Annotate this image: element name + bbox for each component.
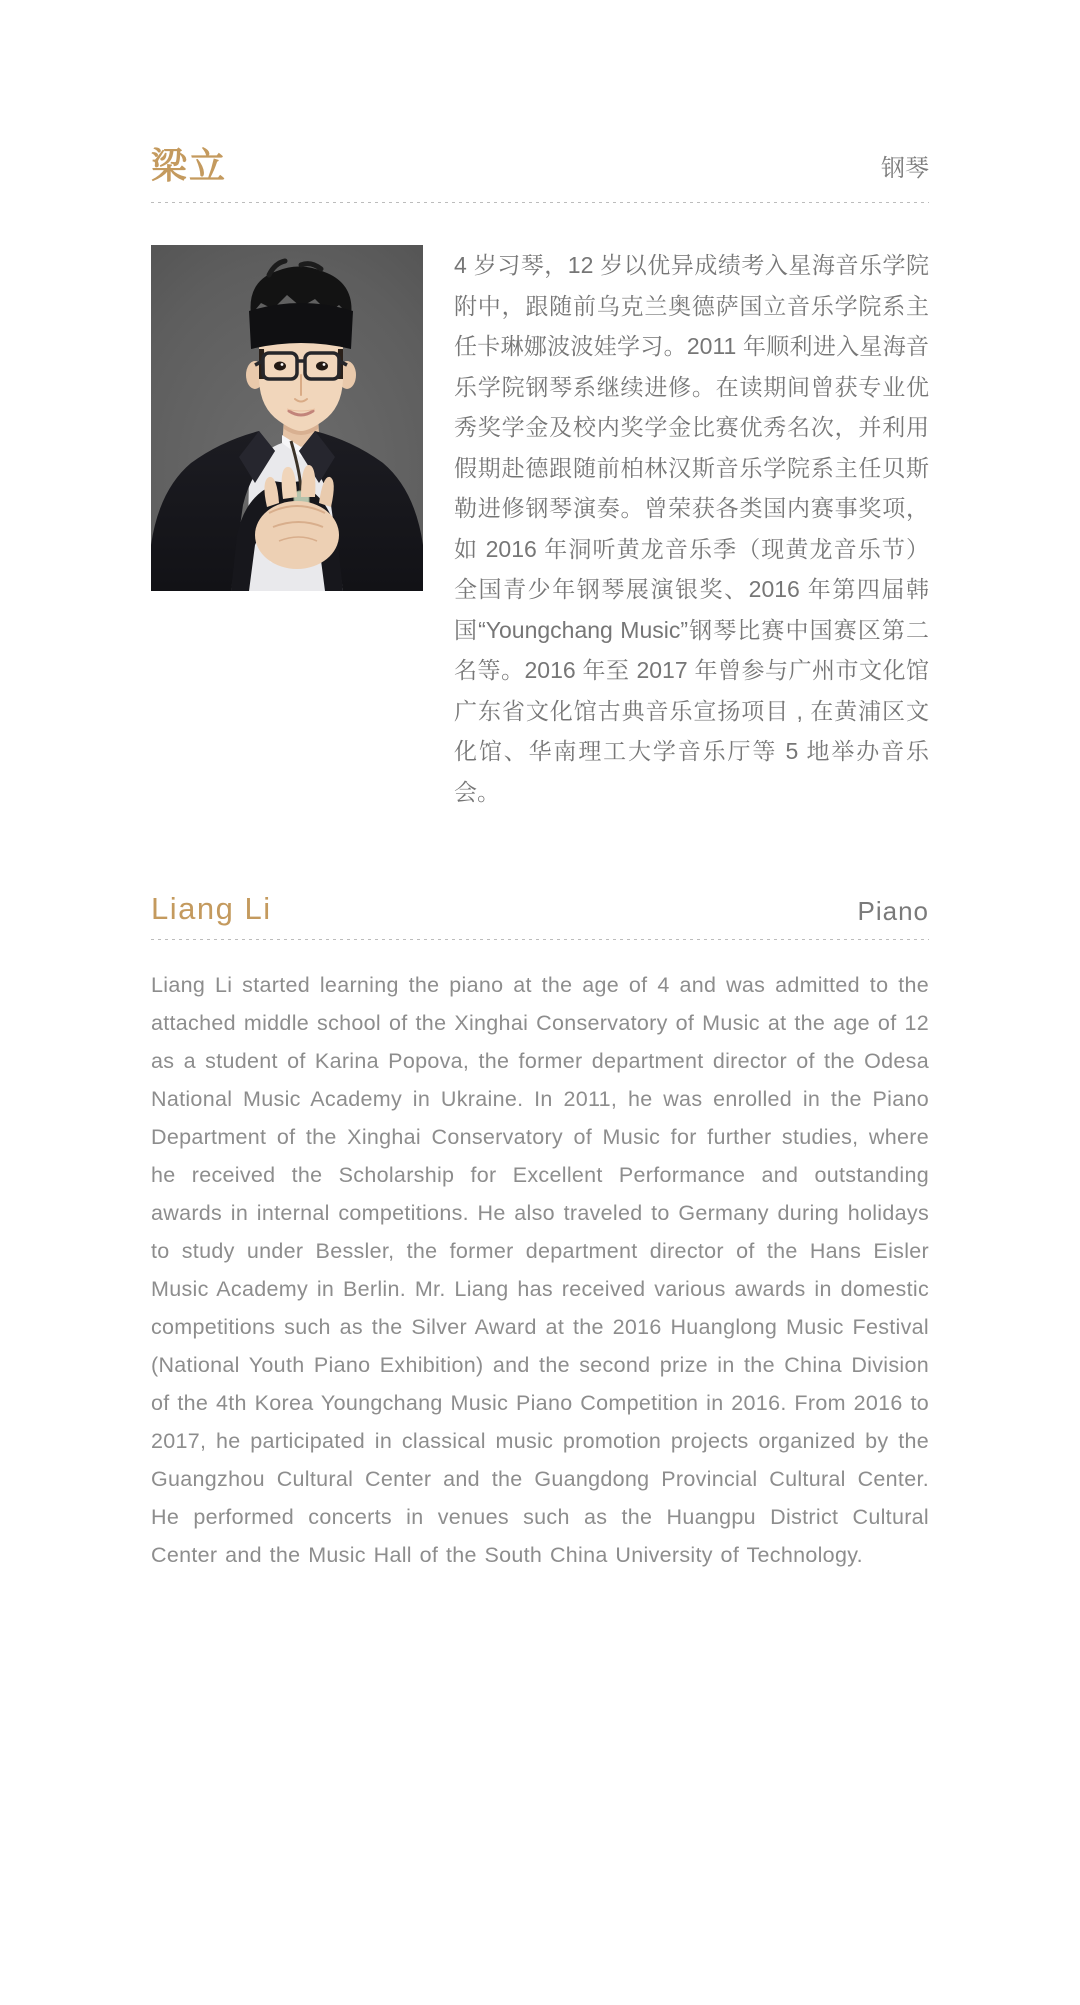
english-section-header: [151, 892, 929, 926]
content-column: [151, 0, 929, 1574]
chinese-section-header: [151, 145, 929, 186]
instrument-label-chinese: 钢琴: [881, 155, 929, 182]
artist-name-english: Liang Li: [151, 891, 272, 926]
english-bio-text: Liang Li started learning the piano at the age of 4 and was admitted to the attached middle school of the Xinghai Conservatory of Music at the age of 12 as a student of Karina Popova, the former department director of the Odesa National Music Academy in Ukraine. In 2011, he was enrolled in the Piano Department of the Xinghai Conservatory of Music for further studies, where he received the Scholarship for Excellent Performance and outstanding awards in internal competitions. He also traveled to Germany during holidays to study under Bessler, the former department director of the Hans Eisler Music Academy in Berlin. Mr. Liang has received various awards in domestic competitions such as the Silver Award at the 2016 Huanglong Music Festival (National Youth Piano Exhibition) and the second prize in the China Division of the 4th Korea Youngchang Music Piano Competition in 2016. From 2016 to 2017, he participated in classical music promotion projects organized by the Guangzhou Cultural Center and the Guangdong Provincial Cultural Center. He performed concerts in venues such as the Huangpu District Cultural Center and the Music Hall of the South China University of Technology.: [151, 973, 929, 1567]
artist-portrait-photo: [151, 245, 423, 591]
chinese-bio-text: 4 岁习琴，12 岁以优异成绩考入星海音乐学院附中，跟随前乌克兰奥德萨国立音乐学院系主任卡琳娜波波娃学习。2011 年顺利进入星海音乐学院钢琴系继续进修。在读期间曾获专业优秀奖学金及校内奖学金比赛优秀名次，并利用假期赴德跟随前柏林汉斯音乐学院系主任贝斯勒进修钢琴演奏。曾荣获各类国内赛事奖项，如 2016 年洞听黄龙音乐季（现黄龙音乐节）全国青少年钢琴展演银奖、2016 年第四届韩国“Youngchang Music”钢琴比赛中国赛区第二名等。2016 年至 2017 年曾参与广州市文化馆广东省文化馆古典音乐宣扬项目 , 在黄浦区文化馆、华南理工大学音乐厅等 5 地举办音乐会。: [454, 252, 929, 805]
portrait-illustration: [151, 245, 423, 591]
artist-name-chinese: 梁立: [151, 145, 228, 186]
instrument-label-english: Piano: [857, 896, 929, 926]
chinese-bio-section: [151, 245, 929, 812]
dotted-divider: [151, 201, 929, 203]
dotted-divider: [151, 938, 929, 940]
